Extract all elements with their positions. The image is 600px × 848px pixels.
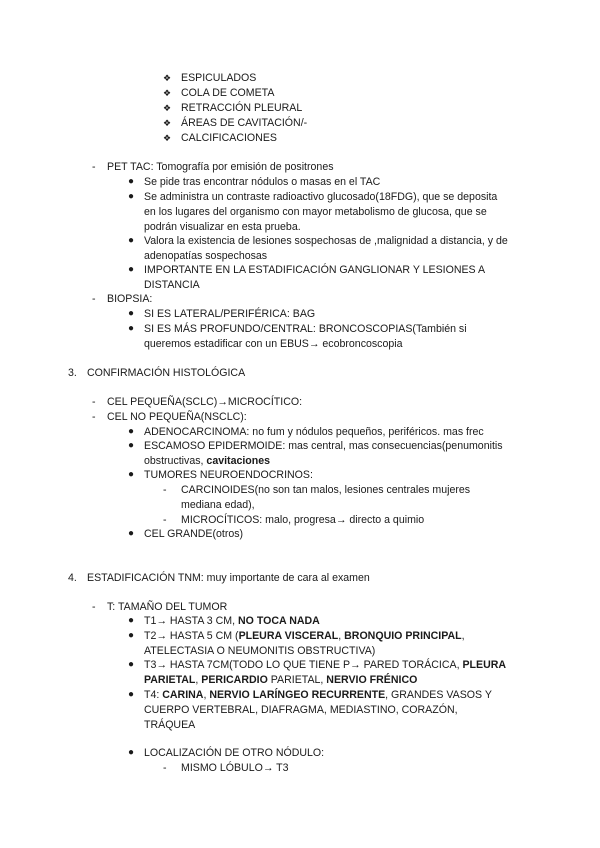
bullet-icon: ● bbox=[128, 264, 135, 275]
tnm-item bbox=[144, 688, 492, 702]
tnm-item bbox=[144, 614, 320, 628]
neuroendocrine-item: CARCINOIDES(no son tan malos, lesiones centrales mujeres bbox=[181, 484, 471, 496]
diamond-bullet-icon: ❖ bbox=[163, 88, 172, 98]
biopsia-title: BIOPSIA: bbox=[107, 293, 153, 305]
bullet-icon: ● bbox=[128, 308, 135, 319]
tnm-item bbox=[144, 658, 506, 672]
section-number: 3. bbox=[68, 367, 77, 379]
bullet-icon: ● bbox=[128, 323, 135, 334]
tnm-item-cont: CUERPO VERTEBRAL, DIAFRAGMA, MEDIASTINO, CORAZÓN, bbox=[144, 704, 458, 716]
t2-sep: , bbox=[461, 630, 465, 642]
bullet-icon: ● bbox=[128, 235, 135, 246]
t3-bold: PARIETAL bbox=[144, 674, 196, 686]
bullet-icon: ● bbox=[128, 469, 135, 480]
histology-item: CEL NO PEQUEÑA(NSCLC): bbox=[107, 411, 247, 423]
t4-bold: NERVIO LARÍNGEO RECURRENTE bbox=[209, 689, 386, 701]
section-number: 4. bbox=[68, 572, 77, 584]
pet-item-cont: DISTANCIA bbox=[144, 279, 200, 291]
t4-sep: , bbox=[203, 689, 210, 701]
neuroendocrine-item-cont: mediana edad), bbox=[181, 499, 255, 511]
diamond-bullet-icon: ❖ bbox=[163, 103, 172, 113]
t1-bold: NO TOCA NADA bbox=[238, 615, 320, 627]
t4-text: , GRANDES VASOS Y bbox=[385, 689, 492, 701]
bullet-icon: ● bbox=[128, 630, 135, 641]
t2-text: T2→ HASTA 5 CM ( bbox=[144, 630, 239, 642]
dash-marker: - bbox=[92, 411, 96, 423]
tnm-item-cont: TRÁQUEA bbox=[144, 719, 196, 731]
biopsia-item: SI ES LATERAL/PERIFÉRICA: BAG bbox=[144, 308, 316, 320]
bullet-icon: ● bbox=[128, 659, 135, 670]
section-title: CONFIRMACIÓN HISTOLÓGICA bbox=[87, 367, 246, 379]
dash-marker: - bbox=[163, 484, 167, 496]
nodule-item: MISMO LÓBULO→ T3 bbox=[181, 762, 289, 774]
bullet-icon: ● bbox=[128, 615, 135, 626]
histology-subitem: TUMORES NEUROENDOCRINOS: bbox=[144, 469, 313, 481]
section-title: ESTADIFICACIÓN TNM: muy importante de cara al examen bbox=[87, 572, 370, 584]
pet-item: IMPORTANTE EN LA ESTADIFICACIÓN GANGLIONAR Y LESIONES A bbox=[144, 264, 486, 276]
t4-bold: CARINA bbox=[162, 689, 204, 701]
bullet-icon: ● bbox=[128, 689, 135, 700]
biopsia-item: SI ES MÁS PROFUNDO/CENTRAL: BRONCOSCOPIAS(También si bbox=[144, 323, 467, 335]
histology-subitem-cont bbox=[144, 454, 270, 468]
t3-text: T3→ HASTA 7CM(TODO LO QUE TIENE P→ PARED TORÁCICA, bbox=[144, 659, 463, 671]
tnm-item bbox=[144, 629, 465, 643]
tnm-item-cont bbox=[144, 673, 417, 687]
pet-title: PET TAC: Tomografía por emisión de positrones bbox=[107, 161, 334, 173]
bullet-icon: ● bbox=[128, 426, 135, 437]
bullet-icon: ● bbox=[128, 191, 135, 202]
diamond-bullet-icon: ❖ bbox=[163, 118, 172, 128]
t2-bold: PLEURA VISCERAL bbox=[238, 630, 339, 642]
t3-text: PARIETAL, bbox=[267, 674, 327, 686]
dash-marker: - bbox=[92, 396, 96, 408]
pet-item-cont: podrán visualizar en esta prueba. bbox=[144, 221, 301, 233]
dash-marker: - bbox=[92, 293, 96, 305]
histology-subitem: ADENOCARCINOMA: no fum y nódulos pequeños, periféricos. mas frec bbox=[144, 426, 484, 438]
tnm-t-title: T: TAMAÑO DEL TUMOR bbox=[107, 601, 228, 613]
pet-item-cont: en los lugares del organismo con mayor metabolismo de glucosa, que se bbox=[144, 206, 487, 218]
biopsia-item-cont: queremos estadificar con un EBUS→ ecobroncoscopia bbox=[144, 338, 403, 350]
histology-subitem: ESCAMOSO EPIDERMOIDE: mas central, mas consecuencias(penumonitis bbox=[144, 440, 503, 452]
pet-item: Se administra un contraste radioactivo glucosado(18FDG), que se deposita bbox=[144, 191, 498, 203]
pet-item: Se pide tras encontrar nódulos o masas en el TAC bbox=[144, 176, 381, 188]
dash-marker: - bbox=[163, 514, 167, 526]
bullet-icon: ● bbox=[128, 528, 135, 539]
bullet-icon: ● bbox=[128, 440, 135, 451]
neuroendocrine-item: MICROCÍTICOS: malo, progresa→ directo a quimio bbox=[181, 514, 425, 526]
list-item: ESPICULADOS bbox=[181, 72, 257, 84]
tnm-item: LOCALIZACIÓN DE OTRO NÓDULO: bbox=[144, 747, 325, 759]
dash-marker: - bbox=[163, 762, 167, 774]
t4-text: T4: bbox=[144, 689, 163, 701]
bullet-icon: ● bbox=[128, 747, 135, 758]
dash-marker: - bbox=[92, 161, 96, 173]
pet-item-cont: adenopatías sospechosas bbox=[144, 250, 268, 262]
histology-item: CEL PEQUEÑA(SCLC)→MICROCÍTICO: bbox=[107, 396, 303, 408]
list-item: COLA DE COMETA bbox=[181, 87, 275, 99]
bullet-icon: ● bbox=[128, 176, 135, 187]
t2-sep: , bbox=[338, 630, 345, 642]
dash-marker: - bbox=[92, 601, 96, 613]
t1-text: T1→ HASTA 3 CM, bbox=[144, 615, 238, 627]
t3-sep: , bbox=[195, 674, 202, 686]
escamoso-bold: cavitaciones bbox=[206, 455, 271, 467]
tnm-item-cont: ATELECTASIA O NEUMONITIS OBSTRUCTIVA) bbox=[144, 645, 376, 657]
t3-bold: NERVIO FRÉNICO bbox=[326, 674, 418, 686]
escamoso-text: obstructivas, bbox=[144, 455, 207, 467]
t3-bold: PERICARDIO bbox=[201, 674, 268, 686]
pet-item: Valora la existencia de lesiones sospechosas de ,malignidad a distancia, y de bbox=[144, 235, 508, 247]
list-item: CALCIFICACIONES bbox=[181, 132, 277, 144]
t3-bold: PLEURA bbox=[462, 659, 507, 671]
diamond-bullet-icon: ❖ bbox=[163, 73, 172, 83]
diamond-bullet-icon: ❖ bbox=[163, 133, 172, 143]
t2-bold: BRONQUIO PRINCIPAL bbox=[344, 630, 462, 642]
list-item: ÁREAS DE CAVITACIÓN/- bbox=[181, 117, 308, 129]
list-item: RETRACCIÓN PLEURAL bbox=[181, 102, 303, 114]
histology-subitem: CEL GRANDE(otros) bbox=[144, 528, 244, 540]
